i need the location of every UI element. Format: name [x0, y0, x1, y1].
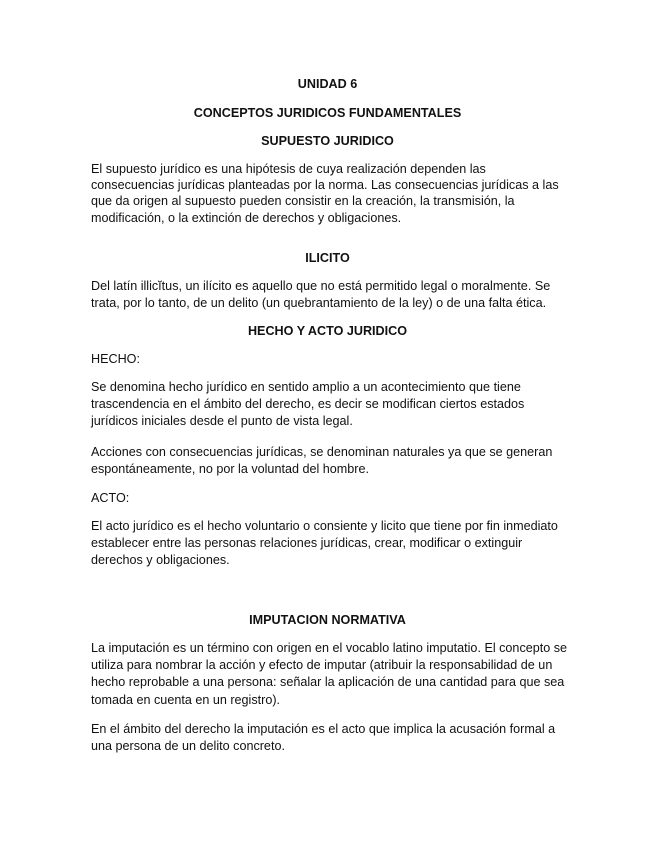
paragraph-supuesto-juridico: El supuesto jurídico es una hipótesis de cuya realización dependen las consecuencias jurídicas planteadas por la norma. Las consecuencias jurídicas a las que da origen al supuesto pueden consistir en la creación, la transmisión, la modificación, o la extinción de derechos y obligaciones.: [91, 162, 559, 225]
unit-title: UNIDAD 6: [297, 77, 358, 91]
label-acto: ACTO:: [91, 491, 130, 505]
paragraph-acto: El acto jurídico es el hecho voluntario o consiente y licito que tiene por fin inmediato establecer entre las personas relaciones jurídicas, crear, modificar o extinguir derechos y obligaciones.: [91, 519, 558, 568]
heading-ilicito: ILICITO: [305, 251, 350, 265]
paragraph-imputacion-2: En el ámbito del derecho la imputación es el acto que implica la acusación formal a una persona de un delito concreto.: [91, 722, 556, 754]
heading-hecho-acto-juridico: HECHO Y ACTO JURIDICO: [247, 324, 408, 338]
paragraph-imputacion-1: La imputación es un término con origen en el vocablo latino imputatio. El concepto se utiliza para nombrar la acción y efecto de imputar (atribuir la responsabilidad de un hecho reprobable a una persona: señalar la aplicación de una cantidad para que sea tomada en cuenta en un registro).: [91, 641, 568, 707]
heading-supuesto-juridico: SUPUESTO JURIDICO: [261, 134, 394, 148]
paragraph-hecho-2: Acciones con consecuencias jurídicas, se denominan naturales ya que se generan espontáneamente, no por la voluntad del hombre.: [91, 445, 553, 477]
paragraph-ilicito: Del latín illicĭtus, un ilícito es aquello que no está permitido legal o moralmente. Se trata, por lo tanto, de un delito (un quebrantamiento de la ley) o de una falta ética.: [91, 279, 551, 311]
paragraph-hecho-1: Se denomina hecho jurídico en sentido amplio a un acontecimiento que tiene trascendencia en el ámbito del derecho, es decir se modifican ciertos estados jurídicos iniciales desde el punto de vista legal.: [91, 380, 525, 429]
label-hecho: HECHO:: [91, 352, 140, 366]
main-title: CONCEPTOS JURIDICOS FUNDAMENTALES: [193, 106, 462, 120]
heading-imputacion-normativa: IMPUTACION NORMATIVA: [249, 613, 406, 627]
